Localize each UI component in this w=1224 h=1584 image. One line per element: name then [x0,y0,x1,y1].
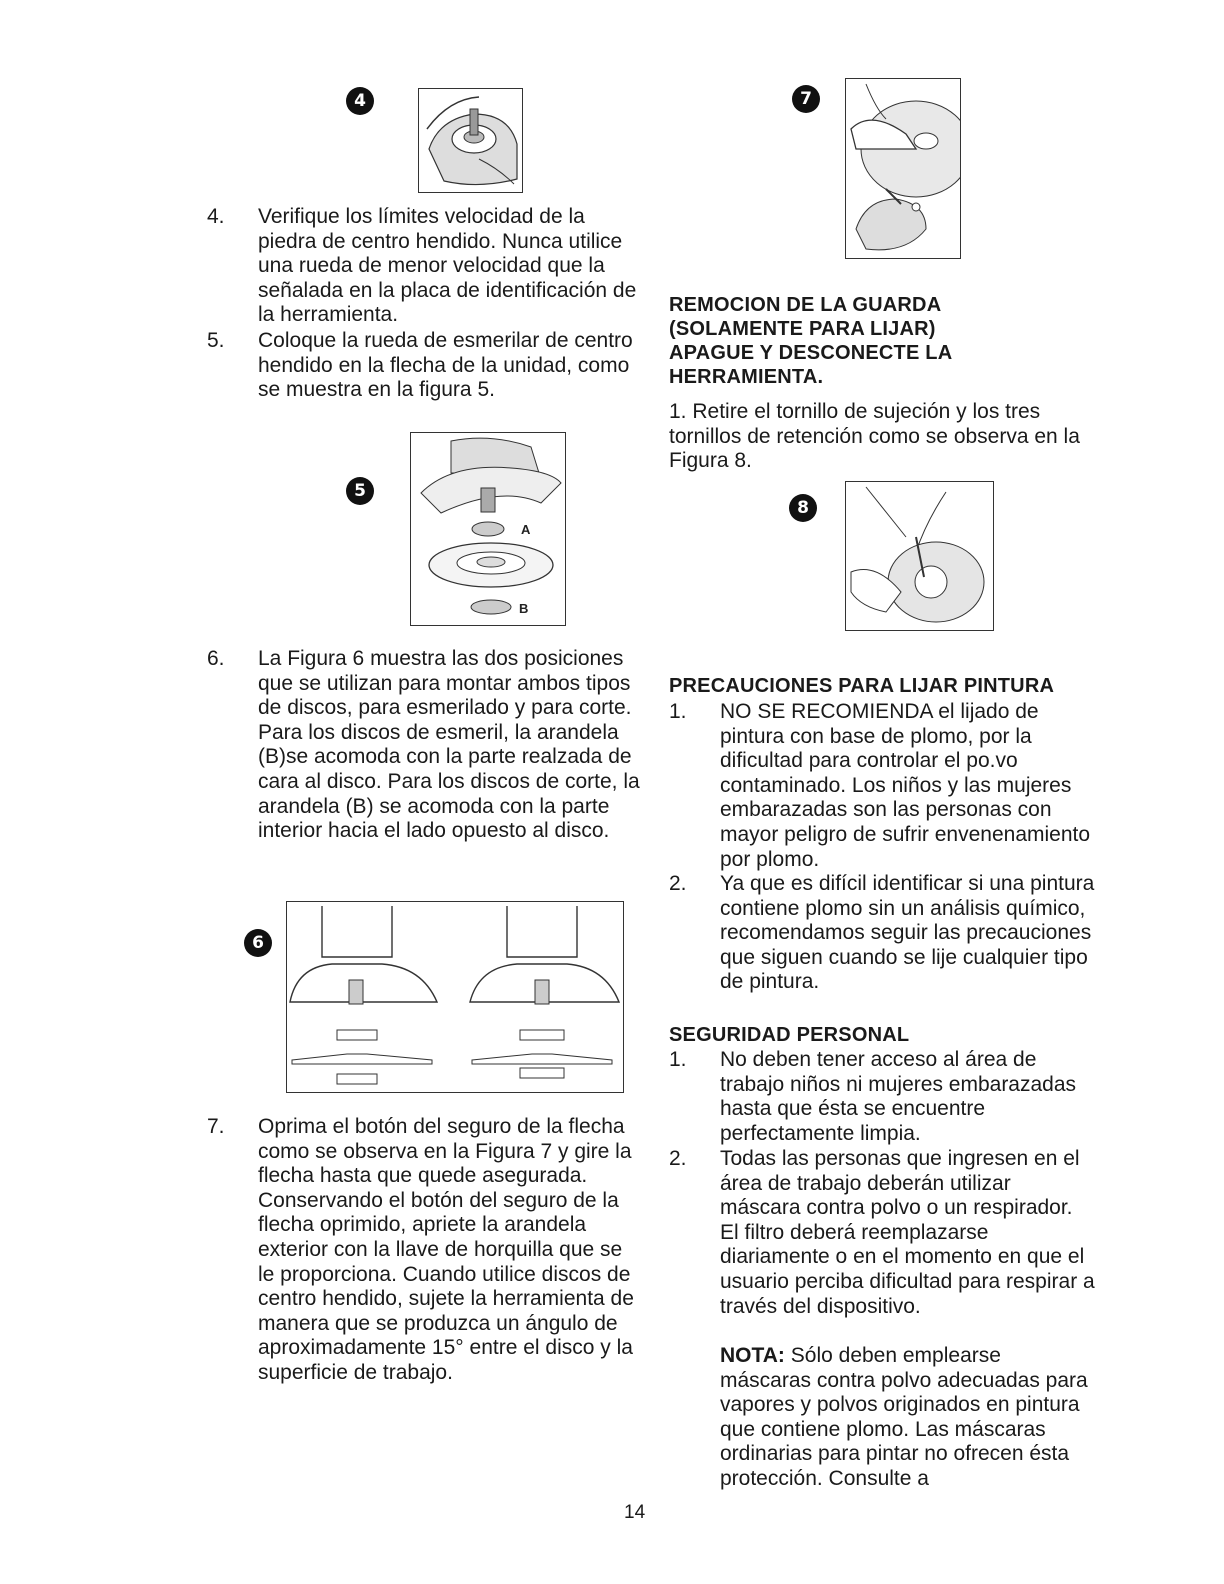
figure-4-badge: 4 [346,87,374,115]
heading-line: APAGUE Y DESCONECTE LA [669,342,953,364]
figure-5-image [410,432,566,626]
step-text: La Figura 6 muestra las dos posiciones que se utilizan para montar ambos tipos de discos, para esmerilado y para corte. Para los discos de esmeril, la arandela (B)se acomoda con la parte realzada de cara al disco. Para los discos de corte, la arandela (B) se acomoda con la parte interior hacia el lado opuesto al disco. [258,647,640,843]
item-text: No deben tener acceso al área de trabajo niños ni mujeres embarazadas hasta que ésta se encuentre perfectamente limpia. [720,1048,1077,1145]
figure-7-badge: 7 [792,85,820,113]
step-text: Oprima el botón del seguro de la flecha como se observa en la Figura 7 y gire la flecha hasta que quede asegurada. Conservando el botón del seguro de la flecha oprimido, apriete la arandela exterior con la llave de horquilla que se le proporciona. Cuando utilice discos de centro hendido, sujete la herramienta de manera que se produzca un ángulo de aproximadamente 15° entre el disco y la superficie de trabajo. [258,1115,634,1384]
heading-line: REMOCION DE LA GUARDA [669,294,942,316]
note-label: NOTA: [720,1344,785,1367]
guard-removal-step-1: 1. Retire el tornillo de sujeción y los tres tornillos de retención como se observa en la Figura 8. [669,400,1080,473]
step-number: 7. [207,1115,225,1138]
note-paragraph [720,1344,1096,1492]
label-a: A [521,522,531,537]
safety-heading: SEGURIDAD PERSONAL [669,1024,910,1046]
precautions-heading: PRECAUCIONES PARA LIJAR PINTURA [669,675,1055,697]
grinder-spindle-illustration [419,89,522,192]
label-b: B [519,601,529,616]
item-number: 2. [669,872,687,895]
step-number: 4. [207,205,225,228]
figure-8-image [845,481,994,631]
item-number: 1. [669,1048,687,1071]
wheel-assembly-illustration [411,433,565,625]
figure-5-badge: 5 [346,477,374,505]
item-text: Ya que es difícil identificar si una pintura contiene plomo sin un análisis químico, recomendamos seguir las precauciones que siguen cuando se lije cualquier tipo de pintura. [720,872,1095,994]
step-number: 6. [207,647,225,670]
figure-7-image [845,78,961,259]
page-number: 14 [624,1502,646,1523]
step-text: Coloque la rueda de esmerilar de centro hendido en la flecha de la unidad, como se muestra en la figura 5. [258,329,633,402]
spindle-lock-illustration [846,79,960,258]
figure-8-badge: 8 [789,494,817,522]
item-number: 1. [669,700,687,723]
item-text: Todas las personas que ingresen en el área de trabajo deberán utilizar máscara contra polvo o un respirador. El filtro deberá reemplazarse diariamente o en el momento en que el usuario perciba dificultad para respirar a través del dispositivo. [720,1147,1095,1318]
figure-6-badge: 6 [244,929,272,957]
guard-removal-heading [669,293,1089,389]
note-text: Sólo deben emplearse máscaras contra polvo adecuadas para vapores y polvos originados en pintura que contiene plomo. Las máscaras ordinarias para pintar no ofrecen ésta protección. Consulte a [720,1344,1088,1490]
heading-line: (SOLAMENTE PARA LIJAR) [669,318,936,340]
step-number: 5. [207,329,225,352]
figure-6-image [286,901,624,1093]
washer-positions-illustration [287,902,623,1092]
heading-line: HERRAMIENTA. [669,366,824,388]
item-text: NO SE RECOMIENDA el lijado de pintura con base de plomo, por la dificultad para controlar el po.vo contaminado. Los niños y las mujeres embarazadas son las personas con mayor peligro de sufrir envenenamiento por plomo. [720,700,1091,871]
step-text: Verifique los límites velocidad de la piedra de centro hendido. Nunca utilice una rueda de menor velocidad que la señalada en la placa de identificación de la herramienta. [258,205,637,327]
item-number: 2. [669,1147,687,1170]
guard-screws-illustration [846,482,993,630]
figure-4-image [418,88,523,193]
